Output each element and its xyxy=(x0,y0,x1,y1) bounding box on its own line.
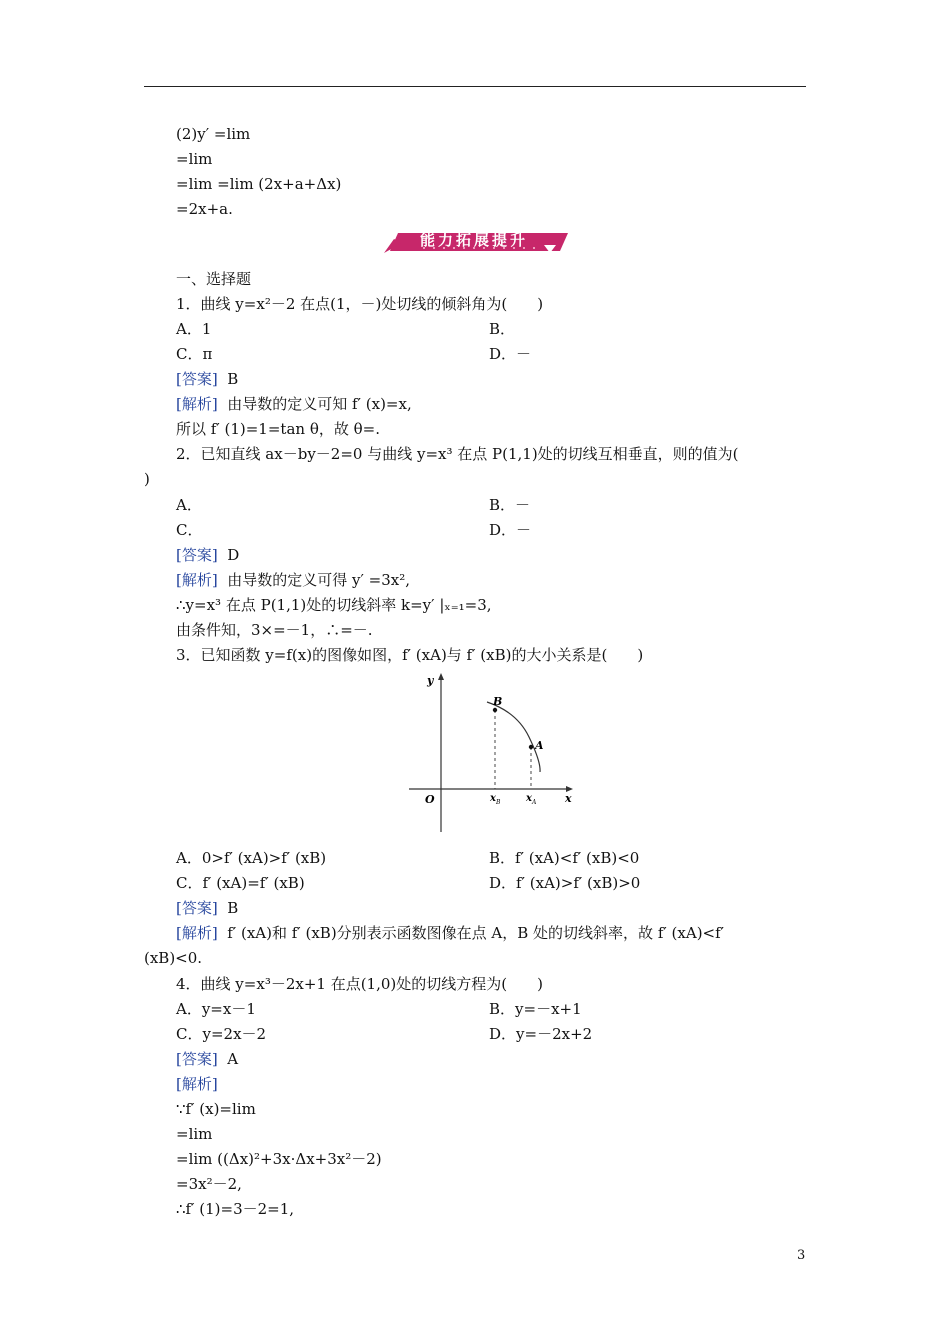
q4-analysis-tag: [解析] xyxy=(176,1075,218,1093)
top-line-2: =lim xyxy=(176,150,213,168)
q4-option-a: A．y=x－1 xyxy=(176,1000,256,1018)
xa-tick-sub: A xyxy=(532,799,537,806)
point-a-label: A xyxy=(535,739,544,752)
q2-option-c: C． xyxy=(176,521,203,539)
q3-option-a: A．0>f′ (xA)>f′ (xB) xyxy=(176,849,327,867)
q3-answer-value: B xyxy=(227,899,239,917)
top-line-4: =2x+a. xyxy=(176,200,233,218)
top-line-3: =lim =lim (2x+a+Δx) xyxy=(176,175,342,193)
q4-line-4: =3x²－2, xyxy=(176,1175,242,1193)
q3-option-b: B．f′ (xA)<f′ (xB)<0 xyxy=(489,849,640,867)
top-line-1: (2)y′ =lim xyxy=(176,125,251,143)
q4-line-3: =lim ((Δx)²+3x·Δx+3x²－2) xyxy=(176,1150,382,1168)
q4-line-1: ∵f′ (x)=lim xyxy=(176,1100,256,1118)
q3-option-c: C．f′ (xA)=f′ (xB) xyxy=(176,874,305,892)
xb-tick-sub: B xyxy=(496,799,501,806)
q1-option-c: C．π xyxy=(176,345,213,363)
q3-analysis xyxy=(176,923,724,943)
q1-option-d: D．－ xyxy=(489,345,532,363)
point-a xyxy=(529,745,533,749)
xb-tick-label: x xyxy=(490,793,496,804)
q3-stem: 3．已知函数 y=f(x)的图像如图，f′ (xA)与 f′ (xB)的大小关系是( ) xyxy=(176,646,644,664)
q4-option-d: D．y=－2x+2 xyxy=(489,1025,593,1043)
q4-answer-value: A xyxy=(227,1050,239,1068)
q1-answer-value: B xyxy=(227,370,239,388)
q1-stem: 1．曲线 y=x²－2 在点(1，－)处切线的倾斜角为( ) xyxy=(176,295,544,313)
q3-answer xyxy=(176,898,238,918)
point-b xyxy=(493,708,497,712)
q2-analysis xyxy=(176,570,410,590)
q2-option-d: D．－ xyxy=(489,521,532,539)
q4-stem: 4．曲线 y=x³－2x+1 在点(1,0)处的切线方程为( ) xyxy=(176,975,543,993)
section-title: 一、选择题 xyxy=(176,270,252,288)
answer-tag: [答案] xyxy=(176,370,218,388)
q1-option-b: B． xyxy=(489,320,516,338)
q1-analysis-text: 由导数的定义可知 f′ (x)=x, xyxy=(227,395,412,413)
q4-answer xyxy=(176,1049,238,1069)
q1-analysis-2: 所以 f′ (1)=1=tan θ，故 θ=. xyxy=(176,420,380,438)
q4-line-5: ∴f′ (1)=3－2=1, xyxy=(176,1200,295,1218)
y-axis-label: y xyxy=(427,674,434,687)
header-rule xyxy=(144,86,806,87)
q2-stem-cont: ) xyxy=(144,470,150,488)
answer-tag: [答案] xyxy=(176,546,218,564)
q3-analysis-2: (xB)<0. xyxy=(144,949,203,967)
banner-title: 能力拓展提升 xyxy=(420,231,529,249)
answer-tag: [答案] xyxy=(176,1050,218,1068)
origin-label: O xyxy=(425,793,435,806)
q2-stem: 2．已知直线 ax－by－2=0 与曲线 y=x³ 在点 P(1,1)处的切线互相垂直，则的值为( xyxy=(176,445,739,463)
answer-tag: [答案] xyxy=(176,899,218,917)
q2-analysis-2: ∴y=x³ 在点 P(1,1)处的切线斜率 k=y′ |ₓ₌₁=3, xyxy=(176,596,492,614)
analysis-tag: [解析] xyxy=(176,924,218,942)
q2-answer xyxy=(176,545,239,565)
q2-option-b: B．－ xyxy=(489,496,531,514)
q4-line-2: =lim xyxy=(176,1125,213,1143)
x-axis-label: x xyxy=(565,792,572,805)
q3-option-d: D．f′ (xA)>f′ (xB)>0 xyxy=(489,874,641,892)
analysis-tag: [解析] xyxy=(176,571,218,589)
q1-option-a: A．1 xyxy=(176,320,212,338)
q1-answer xyxy=(176,369,238,389)
q1-analysis xyxy=(176,394,412,414)
xa-tick-label: x xyxy=(526,793,532,804)
function-graph xyxy=(405,672,580,837)
q4-option-c: C．y=2x－2 xyxy=(176,1025,267,1043)
page-number: 3 xyxy=(797,1248,806,1263)
analysis-tag: [解析] xyxy=(176,395,218,413)
q2-answer-value: D xyxy=(227,546,240,564)
point-b-label: B xyxy=(493,695,503,708)
q3-analysis-text: f′ (xA)和 f′ (xB)分别表示函数图像在点 A，B 处的切线斜率，故 f′ (xA)<f′ xyxy=(227,924,725,942)
q2-analysis-text: 由导数的定义可得 y′ =3x², xyxy=(227,571,411,589)
q2-analysis-3: 由条件知，3×=－1，∴=－. xyxy=(176,621,373,639)
q2-option-a: A． xyxy=(176,496,202,514)
q4-option-b: B．y=－x+1 xyxy=(489,1000,582,1018)
